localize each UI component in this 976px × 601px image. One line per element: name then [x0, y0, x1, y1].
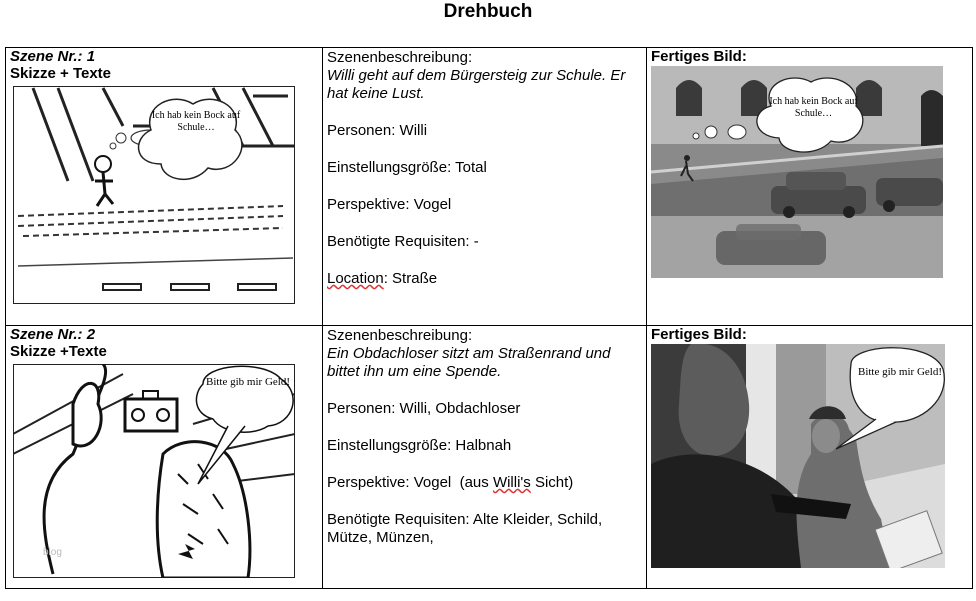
shot-size-1: Einstellungsgröße: Total — [327, 159, 487, 176]
final-cell-1 — [647, 48, 973, 326]
photo-beggar — [651, 344, 945, 568]
sketch-bubble-text-2: Bitte gib mir Geld! — [205, 376, 290, 388]
shot-size-2: Einstellungsgröße: Halbnah — [327, 437, 512, 454]
storyboard-table — [5, 47, 973, 589]
persons-1: Personen: Willi — [327, 122, 428, 139]
location-1 — [327, 270, 646, 288]
sketch-image-beggar — [13, 364, 295, 578]
sketch-label-1: Skizze + Texte — [10, 65, 112, 82]
sketch-bubble-text-1: Ich hab kein Bock auf Schule… — [151, 110, 241, 133]
sketch-label-2: Skizze +Texte — [10, 343, 107, 360]
photo-bubble-text-2: Bitte gib mir Geld! — [857, 366, 942, 378]
location-label: Location — [327, 270, 384, 287]
description-block-2 — [327, 327, 646, 547]
description-text-1: Willi geht auf dem Bürgersteig zur Schule. Er hat keine Lust. — [327, 67, 626, 102]
perspective-suffix: Sicht) — [530, 474, 574, 491]
location-value: : Straße — [383, 270, 438, 287]
description-text-2: Ein Obdachloser sitzt am Straßenrand und bittet ihn um eine Spende. — [327, 345, 611, 380]
sketch-image-street — [13, 86, 295, 304]
description-cell-1 — [323, 48, 647, 326]
perspective-1: Perspektive: Vogel — [327, 196, 452, 213]
props-2: Benötigte Requisiten: Alte Kleider, Schild, Mütze, Münzen, — [327, 511, 603, 546]
final-label-2: Fertiges Bild: — [651, 326, 747, 343]
persons-2: Personen: Willi, Obdachloser — [327, 400, 521, 417]
scene-number-1: Szene Nr.: 1 — [10, 48, 96, 65]
final-cell-2 — [647, 326, 973, 589]
sketch-cell-2 — [6, 326, 323, 589]
perspective-2 — [327, 474, 646, 492]
description-cell-2 — [323, 326, 647, 589]
description-heading-2: Szenenbeschreibung: — [327, 327, 473, 344]
description-block-1 — [327, 49, 646, 288]
photo-street — [651, 66, 943, 278]
perspective-name: Willi's — [492, 474, 531, 491]
sketch-cell-1 — [6, 48, 323, 326]
scene-row-2 — [6, 326, 973, 589]
props-1: Benötigte Requisiten: - — [327, 233, 479, 250]
description-heading-1: Szenenbeschreibung: — [327, 49, 473, 66]
final-label-1: Fertiges Bild: — [651, 48, 747, 65]
page-title: Drehbuch — [443, 1, 533, 22]
scene-number-2: Szene Nr.: 2 — [10, 326, 96, 343]
perspective-prefix: Perspektive: Vogel (aus — [327, 474, 493, 491]
photo-bubble-text-1: Ich hab kein Bock auf Schule… — [769, 96, 858, 119]
watermark-text: blog — [43, 547, 62, 558]
scene-row-1 — [6, 48, 973, 326]
